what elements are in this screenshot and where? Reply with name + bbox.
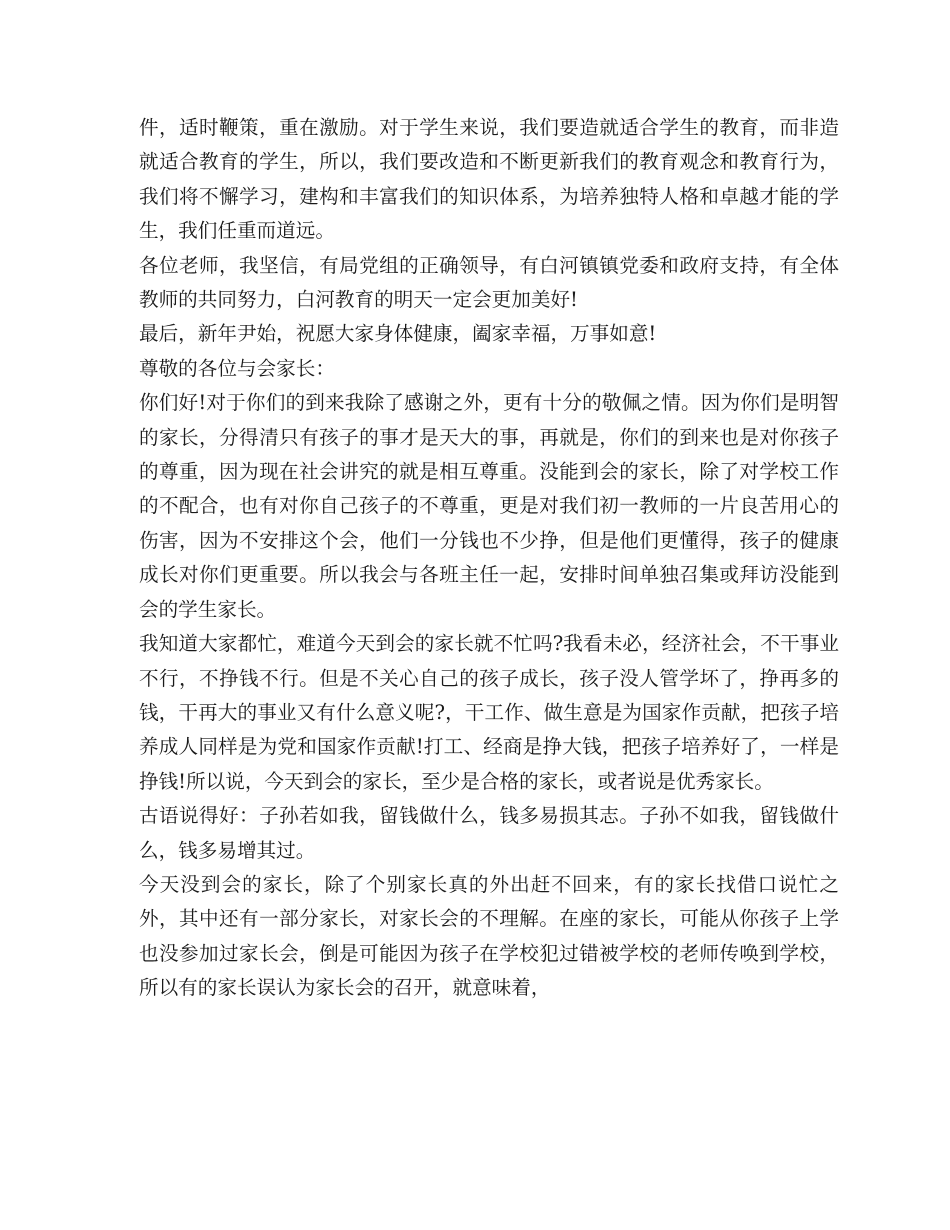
paragraph-8: 今天没到会的家长，除了个别家长真的外出赶不回来，有的家长找借口说忙之外，其中还有一部分家长，对家长会的不理解。在座的家长，可能从你孩子上学也没参加过家长会，倒是可能因为孩子在学校犯过错被学校的老师传唤到学校，所以有的家长误认为家长会的召开，就意味着， [139,872,839,1000]
paragraph-1: 件，适时鞭策，重在激励。对于学生来说，我们要造就适合学生的教育，而非造就适合教育的学生，所以，我们要改造和不断更新我们的教育观念和教育行为，我们将不懈学习，建构和丰富我们的知识体系，为培养独特人格和卓越才能的学生，我们任重而道远。 [139,116,839,243]
paragraph-5: 你们好!对于你们的到来我除了感谢之外，更有十分的敬佩之情。因为你们是明智的家长，分得清只有孩子的事才是天大的事，再就是，你们的到来也是对你孩子的尊重，因为现在社会讲究的就是相互尊重。没能到会的家长，除了对学校工作的不配合，也有对你自己孩子的不尊重，更是对我们初一教师的一片良苦用心的伤害，因为不安排这个会，他们一分钱也不少挣，但是他们更懂得，孩子的健康成长对你们更重要。所以我会与各班主任一起，安排时间单独召集或拜访没能到会的学生家长。 [139,391,839,621]
paragraph-salutation: 尊敬的各位与会家长： [139,356,335,380]
paragraph-6: 我知道大家都忙，难道今天到会的家长就不忙吗?我看未必，经济社会，不干事业不行，不挣钱不行。但是不关心自己的孩子成长，孩子没人管学坏了，挣再多的钱，干再大的事业又有什么意义呢?，干工作、做生意是为国家作贡献，把孩子培养成人同样是为党和国家作贡献!打工、经商是挣大钱，把孩子培养好了，一样是挣钱!所以说，今天到会的家长，至少是合格的家长，或者说是优秀家长。 [139,632,839,793]
paragraph-2: 各位老师，我坚信，有局党组的正确领导，有白河镇镇党委和政府支持，有全体教师的共同努力，白河教育的明天一定会更加美好! [139,253,839,312]
paragraph-7: 古语说得好：子孙若如我，留钱做什么，钱多易损其志。子孙不如我，留钱做什么，钱多易增其过。 [139,804,839,862]
paragraph-3: 最后，新年尹始，祝愿大家身体健康，阖家幸福，万事如意! [139,322,657,346]
document-body [139,111,839,1006]
